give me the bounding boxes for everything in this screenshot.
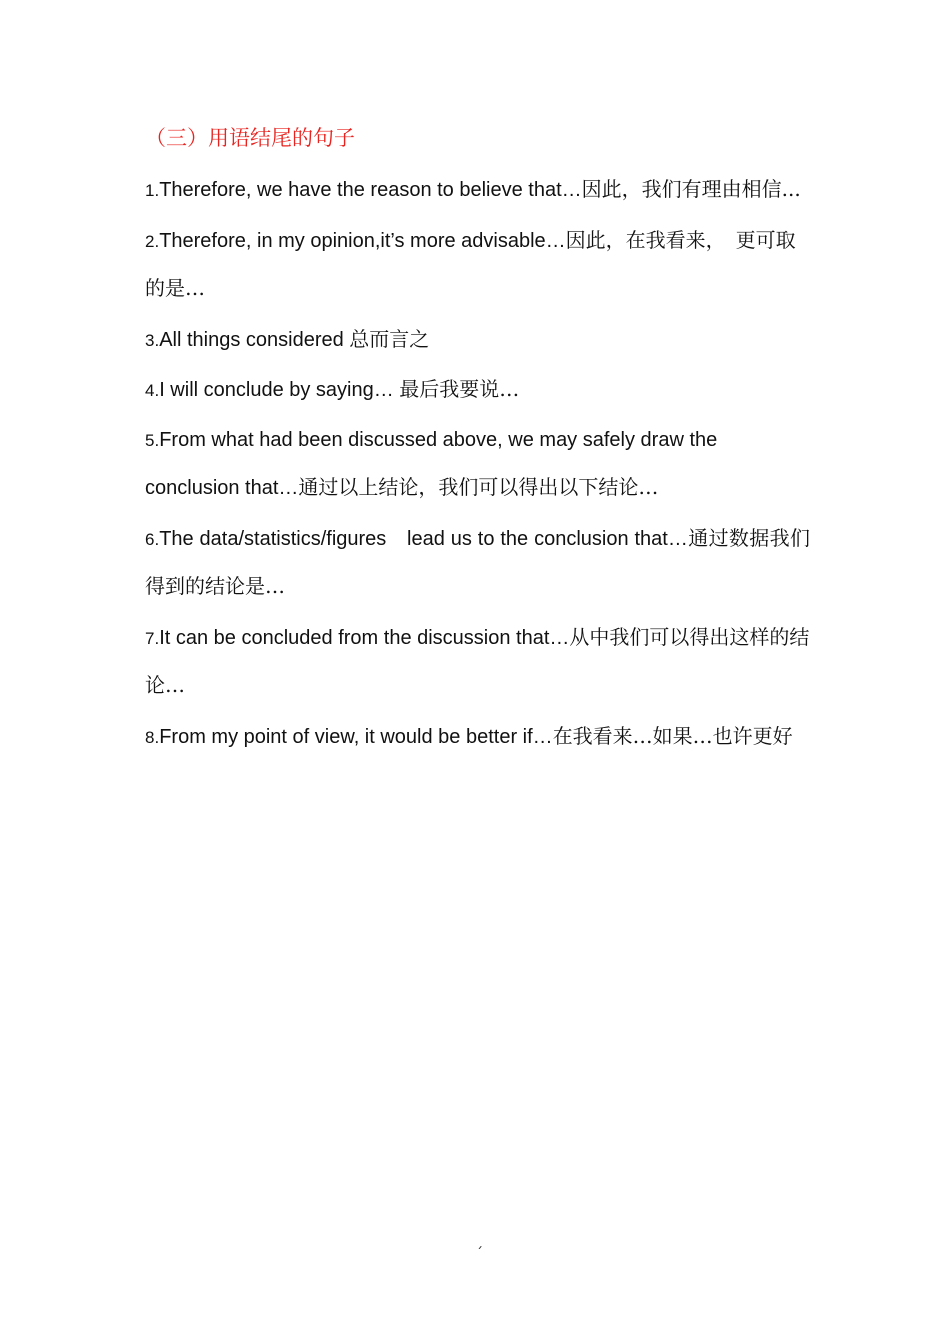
item-number: 8. [145,727,160,747]
item-number: 3. [145,330,160,350]
item-chinese: 最后我要说… [399,377,520,401]
item-number: 4. [145,381,160,400]
list-item [145,217,810,314]
item-english: Therefore, in my opinion,it’s more advisable… [159,229,566,252]
item-number: 2. [145,231,160,251]
item-english: The data/statistics/figures lead us to the conclusion that… [159,527,688,550]
item-chinese: 在我看来…如果…也许更好 [552,723,793,748]
document-body [145,118,810,763]
item-chinese: 因此，我们有理由相信... [581,177,801,201]
list-item [145,166,810,215]
page-footer-mark: ´ [476,1246,483,1262]
item-chinese: 从中我们可以得出这样的结论… [145,624,810,697]
item-number: 6. [145,529,160,549]
item-number: 1. [145,181,160,200]
item-english: From what had been discussed above, we may safely draw the conclusion that… [145,428,718,499]
list-item [145,316,810,365]
item-chinese: 通过数据我们得到的结论是… [145,525,810,598]
list-item [145,366,810,415]
item-chinese: 通过以上结论，我们可以得出以下结论… [298,475,659,499]
item-chinese: 因此，在我看来， 更可取的是… [145,227,796,300]
item-number: 7. [145,628,160,648]
item-chinese: 总而言之 [349,326,430,351]
item-english: All things considered [159,328,350,351]
item-english: From my point of view, it would be better if… [159,725,553,748]
item-english: I will conclude by saying… [159,379,400,401]
item-number: 5. [145,430,160,450]
list-item [145,614,810,711]
list-item [145,417,810,513]
list-item [145,713,810,762]
item-english: It can be concluded from the discussion that… [159,626,570,649]
section-heading: （三）用语结尾的句子 [145,126,355,150]
item-english: Therefore, we have the reason to believe that… [159,179,582,201]
list-item [145,515,810,612]
